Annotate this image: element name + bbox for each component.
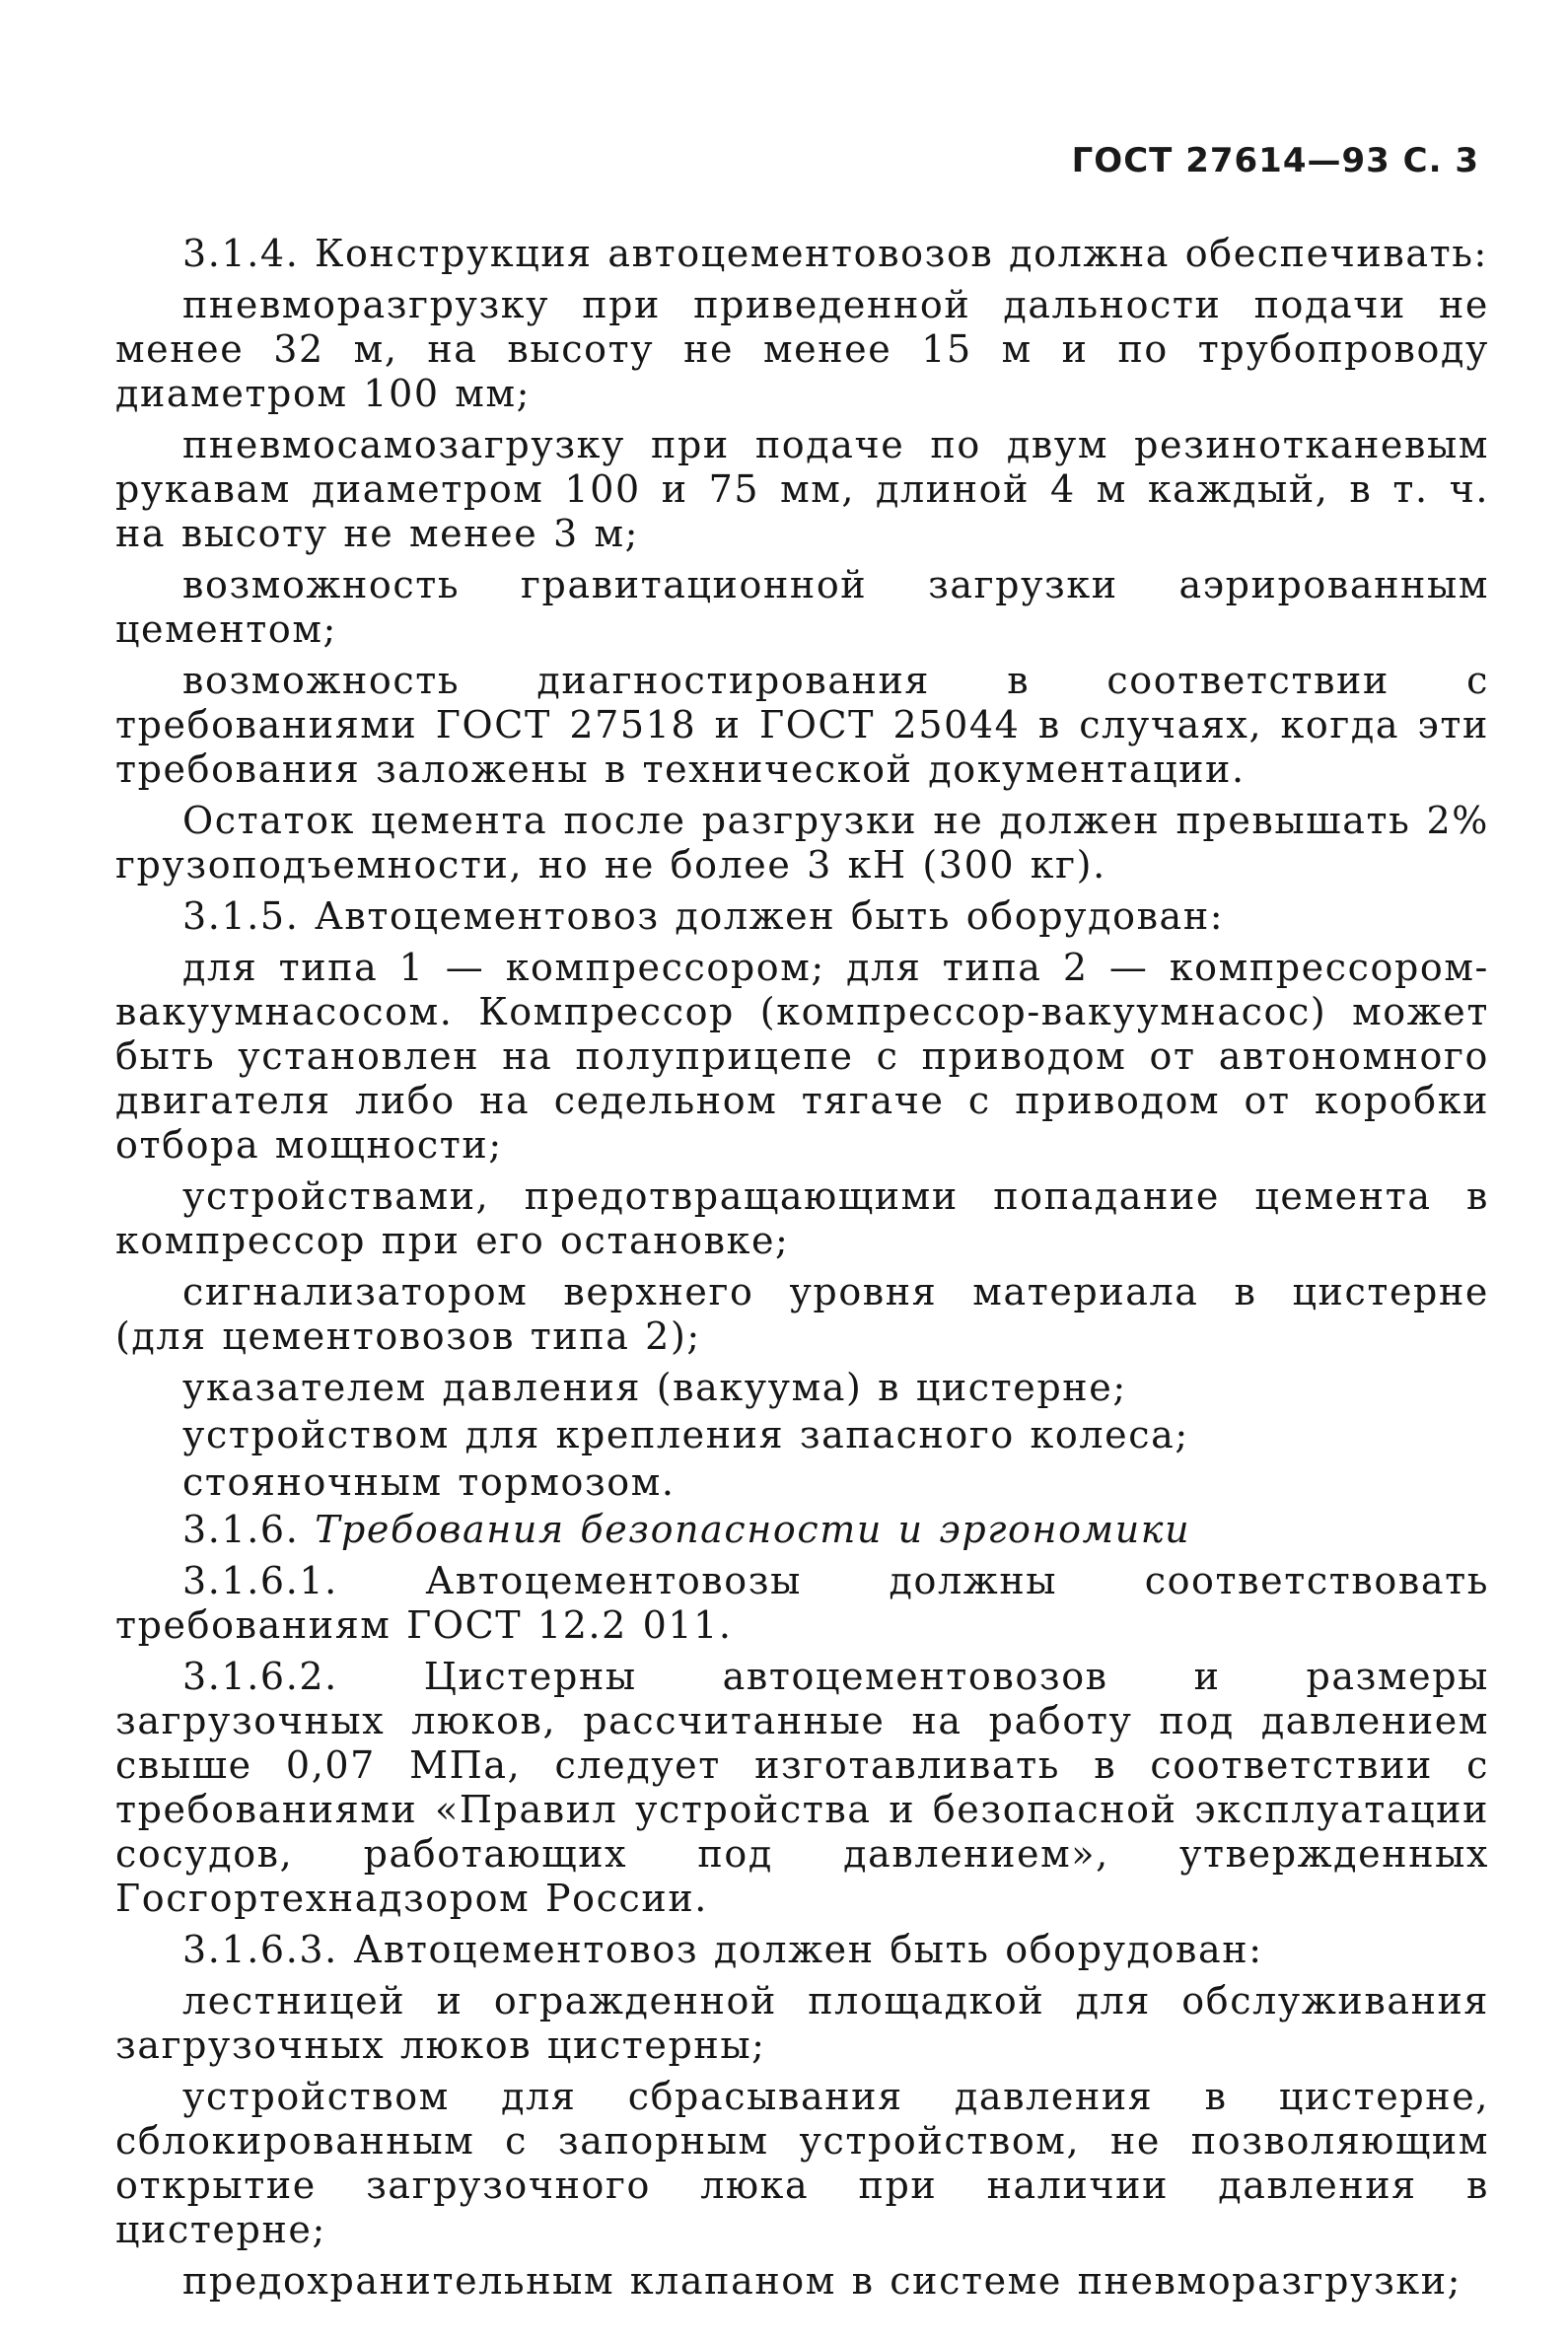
- clause-3-1-6-title: Требования безопасности и эргономики: [315, 1508, 1191, 1551]
- clause-3-1-4-item: возможность диагностирования в соответствии с требованиями ГОСТ 27518 и ГОСТ 25044 в случаях, когда эти требования заложены в технической документации.: [115, 659, 1489, 791]
- clause-3-1-5: 3.1.5. Автоцементовоз должен быть оборудован:: [182, 894, 1225, 938]
- clause-3-1-6-3-item: устройством для сбрасывания давления в цистерне, сблокированным с запорным устройством, не позволяющим открытие загрузочного люка при наличии давления в цистерне;: [115, 2075, 1489, 2251]
- clause-3-1-4-remainder: Остаток цемента после разгрузки не должен превышать 2% грузоподъемности, но не более 3 кН (300 кг).: [115, 799, 1489, 887]
- clause-3-1-4-item: пневмосамозагрузку при подаче по двум резинотканевым рукавам диаметром 100 и 75 мм, длиной 4 м каждый, в т. ч. на высоту не менее 3 м;: [115, 423, 1489, 555]
- clause-3-1-6-3: 3.1.6.3. Автоцементовоз должен быть оборудован:: [182, 1928, 1263, 1971]
- clause-3-1-5-item: для типа 1 — компрессором; для типа 2 — компрессором-вакуумнасосом. Компрессор (компрессор-вакуумнасос) может быть установлен на полуприцепе с приводом от автономного двигателя либо на седельном тягаче с приводом от коробки отбора мощности;: [115, 946, 1489, 1167]
- clause-3-1-5-item: сигнализатором верхнего уровня материала в цистерне (для цементовозов типа 2);: [115, 1270, 1489, 1358]
- clause-3-1-6-3-item: предохранительным клапаном в системе пневморазгрузки;: [182, 2259, 1462, 2303]
- clause-3-1-5-item: указателем давления (вакуума) в цистерне;: [182, 1366, 1127, 1409]
- clause-3-1-6-3-item: лестницей и огражденной площадкой для обслуживания загрузочных люков цистерны;: [115, 1979, 1489, 2067]
- clause-3-1-6-heading: [115, 1508, 1489, 1552]
- document-body: [115, 232, 1489, 2310]
- clause-3-1-6-number: 3.1.6.: [182, 1508, 300, 1551]
- clause-3-1-6-2: 3.1.6.2. Цистерны автоцементовозов и размеры загрузочных люков, рассчитанные на работу под давлением свыше 0,07 МПа, следует изготавливать в соответствии с требованиями «Правил устройства и безопасной эксплуатации сосудов, работающих под давлением», утвержденных Госгортехнадзором России.: [115, 1655, 1489, 1920]
- clause-3-1-5-item: устройством для крепления запасного колеса;: [182, 1413, 1189, 1456]
- clause-3-1-6-1: 3.1.6.1. Автоцементовозы должны соответствовать требованиям ГОСТ 12.2 011.: [115, 1559, 1489, 1647]
- clause-3-1-4: 3.1.4. Конструкция автоцементовозов должна обеспечивать:: [182, 232, 1488, 275]
- clause-3-1-4-item: пневморазгрузку при приведенной дальности подачи не менее 32 м, на высоту не менее 15 м и по трубопроводу диаметром 100 мм;: [115, 283, 1489, 415]
- clause-3-1-5-item: устройствами, предотвращающими попадание цемента в компрессор при его остановке;: [115, 1174, 1489, 1262]
- clause-3-1-5-item: стояночным тормозом.: [182, 1460, 676, 1504]
- page-header-standard: ГОСТ 27614—93 С. 3: [1071, 141, 1479, 180]
- clause-3-1-4-item: возможность гравитационной загрузки аэрированным цементом;: [115, 563, 1489, 651]
